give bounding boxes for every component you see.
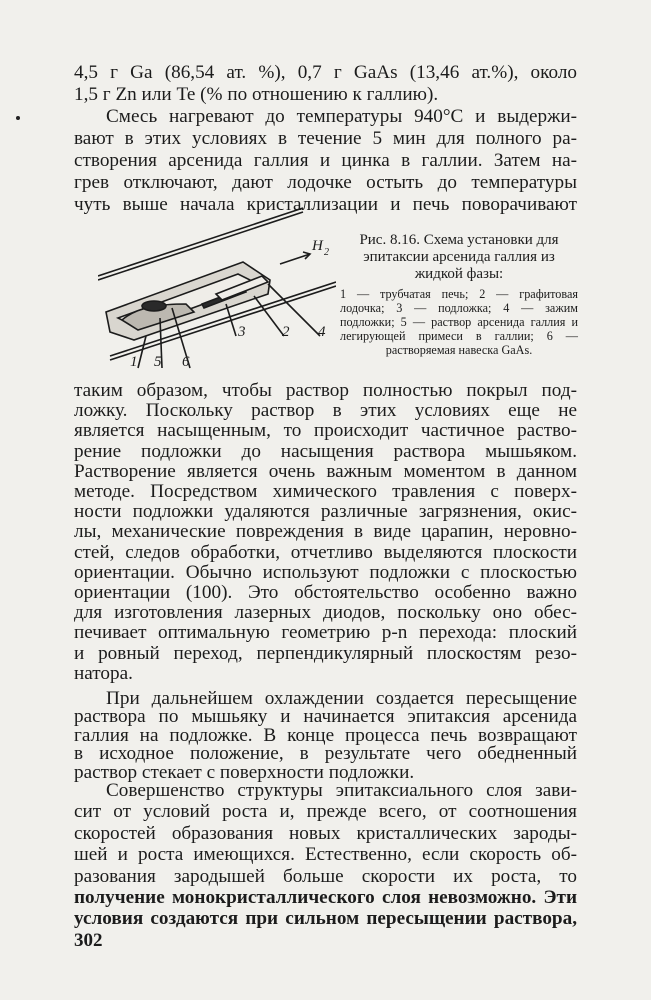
text-line: раствор стекает с поверхности подложки. (74, 761, 415, 783)
text-line: грев отключают, дают лодочке остыть до температуры (74, 172, 577, 193)
furnace-tube-top-wall (98, 208, 303, 276)
text-line: вают в этих условиях в течение 5 мин для полного ра- (74, 128, 577, 149)
text-line: натора. (74, 662, 133, 684)
text-line: Совершенство структуры эпитаксиального слоя зави- (106, 780, 577, 801)
text-line: створения арсенида галлия и цинка в галлии. Затем на- (74, 150, 577, 171)
leader-line (254, 296, 284, 336)
text-line: и ровный переход, перпендикулярный плоскостям резо- (74, 642, 577, 664)
text-line: 4,5 г Ga (86,54 ат. %), 0,7 г GaAs (13,46 ат.%), около (74, 62, 577, 83)
text-line: ориентации. Обычно используют подложки с плоскостью (74, 561, 577, 583)
text-line: в исходное положение, в результате чего обедненный (74, 743, 577, 765)
text-line: таким образом, чтобы раствор полностью покрыл под- (74, 380, 577, 401)
text-line: чуть выше начала кристаллизации и печь поворачивают (74, 194, 577, 215)
epitaxy-setup-diagram (98, 200, 336, 396)
figure-caption-title: Рис. 8.16. Схема установки для эпитаксии арсенида галлия из жидкой фазы: (359, 232, 559, 282)
text-line: получение монокристаллического слоя невозможно. Эти (74, 887, 577, 908)
print-speck (16, 116, 20, 120)
page-number: 302 (74, 930, 103, 951)
text-line: 1,5 г Zn или Te (% по отношению к галлию). (74, 84, 439, 105)
text-line: Растворение является очень важным моментом в данном (74, 460, 577, 482)
text-line: разования зародышей больше скорости их роста, то (74, 865, 577, 887)
text-line: для изготовления лазерных диодов, поскольку оно обес- (74, 602, 577, 624)
text-line: сит от условий роста и, прежде всего, от соотношения (74, 801, 577, 823)
text-line: ложку. Поскольку раствор в этих условиях еще не (74, 400, 577, 422)
figure-number-3: 3 (238, 324, 246, 340)
text-line: скоростей образования новых кристаллических зароды- (74, 822, 577, 844)
figure-caption (340, 232, 578, 357)
figure-number-6: 6 (182, 354, 190, 370)
gaas-source-charge (142, 301, 166, 311)
text-line: методе. Посредством химического травления с поверх- (74, 481, 577, 502)
text-line: является насыщенным, то происходит частичное раство- (74, 420, 577, 442)
figure-caption-legend: 1 — трубчатая печь; 2 — графитовая лодочка; 3 — подложка; 4 — зажим подложки; 5 — раствор арсенида галлия и легирующей примеси в галлии; 6 — растворяемая навеска GaAs. (340, 287, 578, 357)
text-line: рение подложки до насыщения раствора мышьяком. (74, 440, 577, 462)
text-line: условия создаются при сильном пересыщении раствора, (74, 908, 577, 930)
text-line: ности подложки удаляются различные загрязнения, окис- (74, 501, 577, 523)
text-line: раствора по мышьяку и начинается эпитаксия арсенида (74, 706, 577, 728)
leader-line (268, 284, 320, 336)
text-line: ориентации (100). Это обстоятельство особенно важно (74, 582, 577, 603)
leader-line (138, 336, 146, 368)
figure-number-4: 4 (318, 324, 326, 340)
text-line: стей, следов обработки, отчетливо выделяются плоскости (74, 541, 577, 563)
text-line: Смесь нагревают до температуры 940°С и выдержи- (106, 106, 577, 127)
text-line: При дальнейшем охлаждении создается пересыщение (106, 688, 577, 709)
furnace-tube-top-wall (98, 212, 303, 280)
text-line: печивает оптимальную геометрию p-n перехода: плоский (74, 622, 577, 644)
text-line: галлия на подложке. В конце процесса печь возвращают (74, 724, 577, 746)
figure-number-5: 5 (154, 354, 162, 370)
gas-subscript: 2 (324, 247, 329, 258)
gas-label: H (312, 238, 323, 254)
figure-number-1: 1 (130, 354, 138, 370)
text-line: шей и роста имеющихся. Естественно, если скорость об- (74, 844, 577, 866)
text-line: лы, механические повреждения в виде царапин, неровно- (74, 521, 577, 543)
figure-number-2: 2 (282, 324, 290, 340)
